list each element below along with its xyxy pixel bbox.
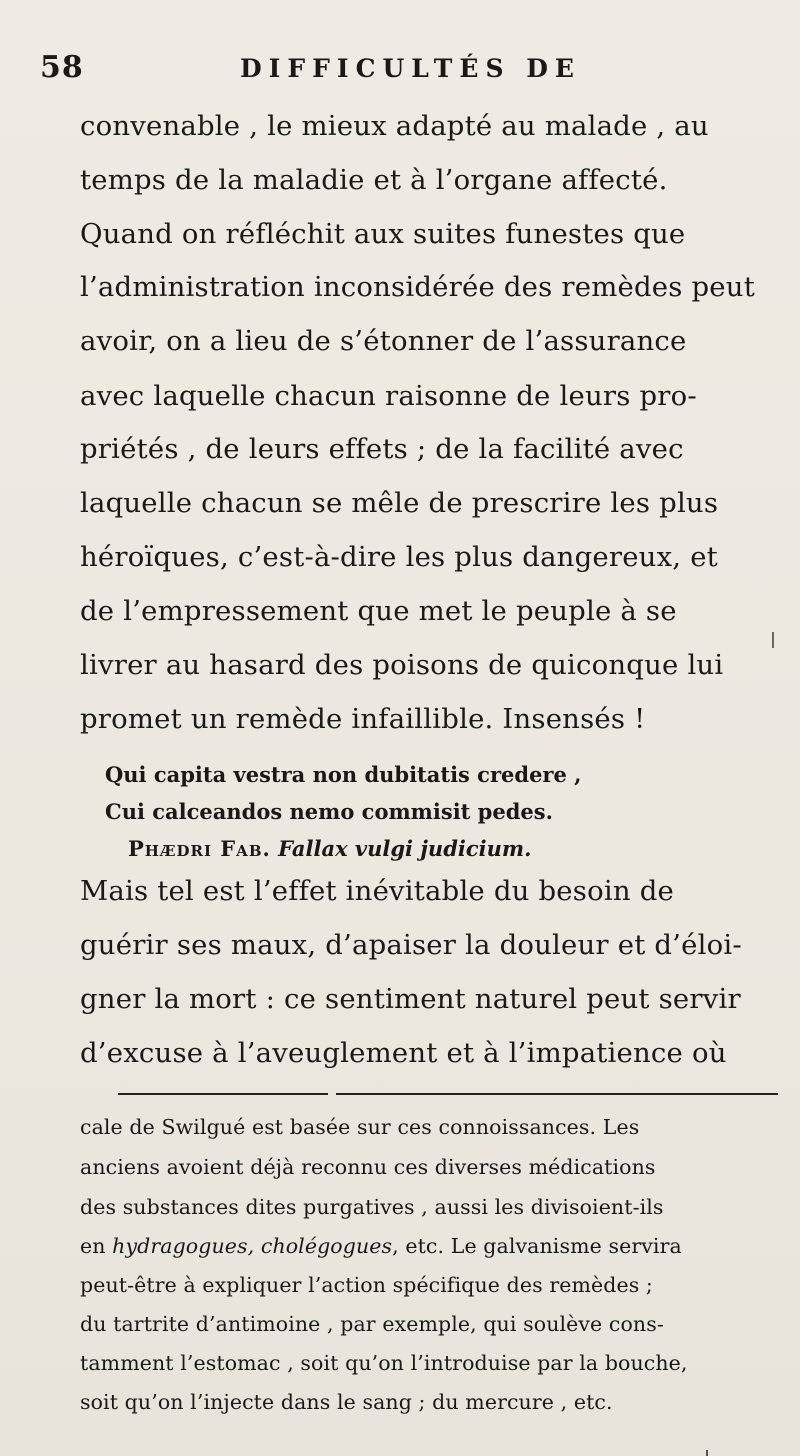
footnote-line [80, 1234, 682, 1258]
footnote-italic-terms: hydragogues, cholégogues [112, 1234, 393, 1258]
text-line: Mais tel est l’effet inévitable du besoin de [80, 875, 674, 907]
text-line: de l’empressement que met le peuple à se [80, 595, 677, 627]
text-line: priétés , de leurs effets ; de la facilité avec [80, 433, 684, 465]
footnote-line: peut-être à expliquer l’action spécifique des remèdes ; [80, 1273, 653, 1297]
separator-gap [328, 1093, 336, 1095]
page-edge-mark [706, 1450, 708, 1456]
page-number: 58 [40, 50, 84, 85]
footnote-line: du tartrite d’antimoine , par exemple, qui soulève cons- [80, 1312, 664, 1336]
running-head-title: DIFFICULTÉS DE [240, 54, 581, 83]
footnote-line: cale de Swilgué est basée sur ces connoissances. Les [80, 1115, 640, 1139]
separator-segment [336, 1093, 778, 1095]
footnote-line: tamment l’estomac , soit qu’on l’introduise par la bouche, [80, 1351, 688, 1375]
text-line: Quand on réfléchit aux suites funestes que [80, 218, 686, 250]
footnote-text: en [80, 1234, 113, 1258]
footnote-line: soit qu’on l’injecte dans le sang ; du mercure , etc. [80, 1390, 613, 1414]
quotation-attribution [128, 836, 531, 861]
text-line: avoir, on a lieu de s’étonner de l’assurance [80, 325, 687, 357]
footnote-line: des substances dites purgatives , aussi les divisoient-ils [80, 1195, 664, 1219]
text-line: temps de la maladie et à l’organe affecté. [80, 164, 668, 196]
footnote-separator [118, 1093, 778, 1097]
running-head [0, 50, 800, 90]
text-line: promet un remède infaillible. Insensés ! [80, 703, 646, 735]
text-line: héroïques, c’est-à-dire les plus dangereux, et [80, 541, 718, 573]
margin-tick [772, 632, 774, 648]
footnote-line: anciens avoient déjà reconnu ces diverses médications [80, 1155, 656, 1179]
attribution-work: Fallax vulgi judicium. [278, 836, 532, 861]
verse-line: Qui capita vestra non dubitatis credere , [105, 762, 582, 787]
attribution-source: Phædri Fab. [128, 836, 271, 861]
separator-segment [118, 1093, 328, 1095]
text-line: d’excuse à l’aveuglement et à l’impatience où [80, 1037, 727, 1069]
text-line: avec laquelle chacun raisonne de leurs pro- [80, 380, 697, 412]
text-line: laquelle chacun se mêle de prescrire les plus [80, 487, 719, 519]
text-line: guérir ses maux, d’apaiser la douleur et d’éloi- [80, 929, 742, 961]
verse-line: Cui calceandos nemo commisit pedes. [105, 799, 553, 824]
footnote-text: , etc. Le galvanisme servira [392, 1234, 682, 1258]
text-line: l’administration inconsidérée des remèdes peut [80, 271, 755, 303]
text-line: livrer au hasard des poisons de quiconque lui [80, 649, 724, 681]
text-line: gner la mort : ce sentiment naturel peut servir [80, 983, 741, 1015]
text-line: convenable , le mieux adapté au malade , au [80, 110, 709, 142]
